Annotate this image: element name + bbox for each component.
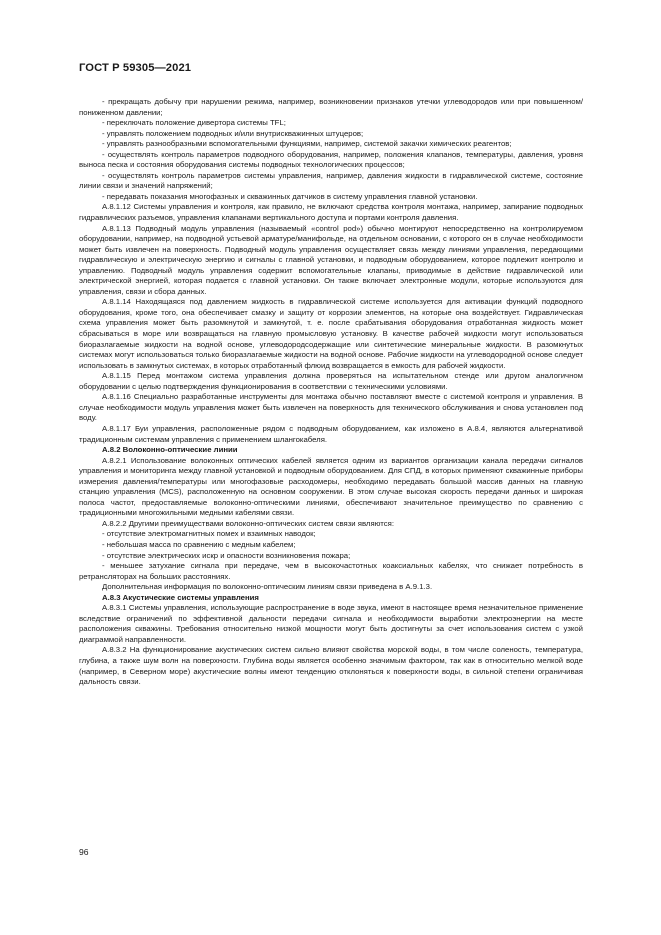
paragraph: - отсутствие электрических искр и опасности возникновения пожара;	[102, 550, 351, 560]
paragraph: - небольшая масса по сравнению с медным кабелем;	[102, 539, 296, 549]
paragraph: - передавать показания многофазных и скважинных датчиков в систему управления главной установки.	[102, 191, 478, 201]
paragraph: А.8.1.13 Подводный модуль управления (называемый «control pod») обычно монтируют непосредственно на контролируемом оборудовании, например, на подводной устьевой арматуре/манифольде, на отдельном основании, с которого он в случае необходимости может быть извлечен на поверхность. Подводный модуль управления осуществляет связь между линиями управления, передающими гидравлическую и электрическую энергию и сигналы с главной установки, и подводным оборудованием, которое подлежит контролю и управлению. Подводный модуль управления содержит вспомогательные клапаны, приводимые в действие гидравлической или электрической энергией, которая подается с главной установки. Он также включает электронные модули, которые используются для управления, связи и сбора данных.	[79, 223, 583, 296]
paragraph: - осуществлять контроль параметров подводного оборудования, например, положения клапанов, температуры, давления, уровня выноса песка и состояния оборудования системы подводных технологических процессов;	[79, 149, 583, 170]
paragraph: - управлять положением подводных и/или внутрискважинных штуцеров;	[102, 128, 364, 138]
paragraph: - управлять разнообразными вспомогательными функциями, например, системой закачки химических реагентов;	[102, 139, 512, 149]
paragraph: А.8.2.2 Другими преимуществами волоконно-оптических систем связи являются:	[102, 518, 394, 528]
paragraph: - прекращать добычу при нарушении режима, например, возникновении признаков утечки углеводородов или при повышенном/пониженном давлении;	[79, 97, 583, 117]
paragraph: А.8.1.12 Системы управления и контроля, как правило, не включают средства контроля монтажа, например, запирание подводных гидравлических разъемов, управления клапанами вертикального доступа и портами контроля давления.	[79, 202, 583, 223]
paragraph: А.8.1.14 Находящаяся под давлением жидкость в гидравлической системе используется для активации функций подводного оборудования, кроме того, она обеспечивает смазку и защиту от коррозии элементов, на которые она воздействует. Гидравлическая схема управления может быть разомкнутой и замкнутой, т. е. после срабатывания оборудования отработанная жидкость может сбрасываться в море или возвращаться на главную промысловую установку. В качестве рабочей жидкости могут использоваться биоразлагаемые жидкости на водной основе, углеводородсодержащие или синтетические минеральные жидкости. В разомкнутых системах могут использоваться только биоразлагаемые жидкости на водной основе. Рабочие жидкости на углеводородной основе следует использовать в замкнутых системах, в которых отработанный флюид возвращается в емкость для рабочей жидкости.	[79, 297, 583, 370]
section-heading: А.8.3 Акустические системы управления	[102, 592, 259, 602]
page-number: 96	[79, 847, 89, 857]
paragraph: А.8.2.1 Использование волоконных оптических кабелей является одним из вариантов организации канала передачи сигналов управления и мониторинга между главной установкой и подводным оборудованием. Для СПД, в которых применяют скважинные приборы измерения давления/температуры или многофазовые расходомеры, необходимо передавать большой массив данных на главную станцию управления (MCS), расположенную на основном сооружении. В этом случае высокая скорость передачи данных и широкая полоса частот, предоставляемые волоконно-оптическими линиями, обеспечивают значительное преимущество по сравнению с традиционными многожильными медными кабелями связи.	[79, 455, 583, 518]
paragraph: - осуществлять контроль параметров системы управления, например, давления жидкости в гидравлической системе, состояние линии связи и значений напряжений;	[79, 170, 583, 191]
paragraph: - переключать положение дивертора системы TFL;	[102, 118, 286, 128]
paragraph: - меньшее затухание сигнала при передаче, чем в высокочастотных коаксиальных кабелях, что снижает потребность в ретрансляторах на больших расстояниях.	[79, 561, 583, 581]
paragraph: - отсутствие электромагнитных помех и взаимных наводок;	[102, 529, 316, 539]
section-heading: А.8.2 Волоконно-оптические линии	[102, 445, 238, 455]
paragraph: А.8.1.15 Перед монтажом система управления должна проверяться на испытательном стенде или другом аналогичном оборудовании с целью подтверждения функционирования в соответствии с техническими условиями.	[79, 371, 583, 391]
paragraph: А.8.3.2 На функционирование акустических систем сильно влияют свойства морской воды, в том числе соленость, температура, глубина, а также шум волн на поверхности. Глубина воды является особенно значимым фактором, так как в относительно мелкой воде (например, в Северном море) акустические волны имеют тенденцию отклоняться к поверхности воды, в сильной степени ограничивая дальность связи.	[79, 645, 583, 687]
paragraph: А.8.1.16 Специально разработанные инструменты для монтажа обычно поставляют вместе с системой контроля и управления. В случае необходимости модуль управления может быть извлечен на поверхность для технического обслуживания и снова установлен под воду.	[79, 392, 583, 423]
paragraph: А.8.1.17 Буи управления, расположенные рядом с подводным оборудованием, как изложено в А.8.4, являются альтернативой традиционным системам управления с применением шлангокабеля.	[79, 423, 583, 444]
document-header: ГОСТ Р 59305—2021	[79, 62, 192, 74]
document-body	[79, 97, 583, 688]
paragraph: Дополнительная информация по волоконно-оптическим линиям связи приведена в А.9.1.3.	[102, 582, 433, 592]
paragraph: А.8.3.1 Системы управления, использующие распространение в воде звука, имеют в настоящее время незначительное применение вследствие ограничений по эффективной дальности передачи сигнала и необходимости выработки электроэнергии на месте расположения скважины. Требования относительно низкой мощности могут быть достигнуты за счет использования систем с узкой диаграммой направленности.	[79, 603, 583, 644]
